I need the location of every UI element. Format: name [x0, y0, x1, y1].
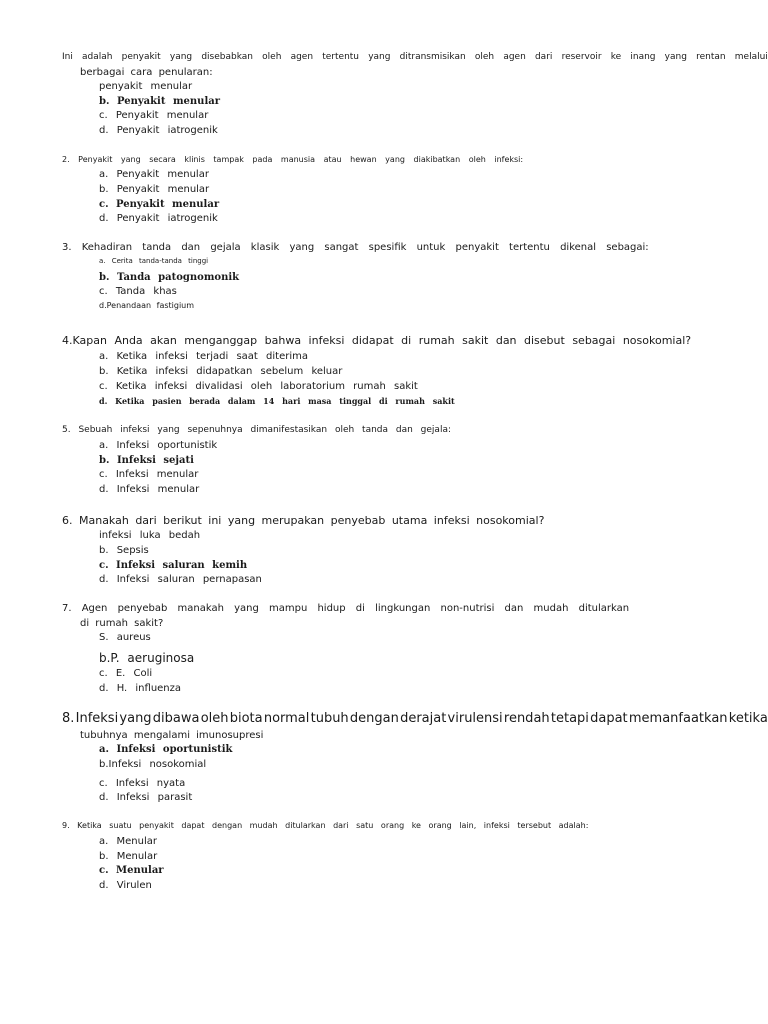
question-stem: 2. Penyakit yang secara klinis tampak pada manusia atau hewan yang diakibatkan oleh infeksi:: [62, 155, 524, 164]
option-a-answer: a. Infeksi oportunistik: [99, 744, 233, 755]
option-a: a. Penyakit menular: [99, 169, 209, 180]
option-b-answer: b. Tanda patognomonik: [99, 272, 240, 283]
stem-word: yang: [119, 711, 152, 726]
option-c: c. Infeksi menular: [99, 469, 199, 480]
stem-word: Ini: [62, 52, 73, 62]
option-a: S. aureus: [99, 632, 151, 643]
stem-word: dengan: [349, 711, 399, 726]
option-c-answer: c. Menular: [99, 865, 164, 876]
option-c: c. Tanda khas: [99, 286, 177, 297]
option-a: a. Ketika infeksi terjadi saat diterima: [99, 351, 308, 362]
option-a: a. Infeksi oportunistik: [99, 440, 218, 451]
option-c: c. Infeksi nyata: [99, 778, 186, 789]
stem-word: ditransmisikan: [399, 52, 466, 62]
stem-word: oleh: [474, 52, 495, 62]
option-c-answer: c. Penyakit menular: [99, 199, 220, 210]
option-d-answer: d. Ketika pasien berada dalam 14 hari masa tinggal di rumah sakit: [99, 396, 455, 406]
option-d: d. Infeksi menular: [99, 484, 200, 495]
stem-word: biota: [229, 711, 263, 726]
stem-word: yang: [169, 52, 193, 62]
stem-word: disebabkan: [201, 52, 253, 62]
stem-word: tertentu: [322, 52, 360, 62]
stem-word: agen: [290, 52, 314, 62]
stem-word: inang: [630, 52, 656, 62]
stem-word: yang: [664, 52, 687, 62]
stem-word: tetapi: [550, 711, 589, 726]
option-c-answer: c. Infeksi saluran kemih: [99, 560, 248, 571]
stem-word: penyakit: [121, 52, 161, 62]
stem-word: tubuh: [310, 711, 349, 726]
question-stem: 4.Kapan Anda akan menganggap bahwa infeksi didapat di rumah sakit dan disebut sebagai nosokomial?: [62, 334, 692, 347]
option-c: c. E. Coli: [99, 668, 153, 679]
stem-word: oleh: [262, 52, 282, 62]
option-a: a. Menular: [99, 836, 157, 847]
question-stem: 9. Ketika suatu penyakit dapat dengan mudah ditularkan dari satu orang ke orang lain, infeksi tersebut adalah:: [62, 821, 589, 830]
question-stem: [62, 711, 768, 726]
option-d: d. Infeksi saluran pernapasan: [99, 574, 262, 585]
question-stem: 5. Sebuah infeksi yang sepenuhnya dimanifestasikan oleh tanda dan gejala:: [62, 425, 451, 435]
stem-word: adalah: [82, 52, 113, 62]
option-a: infeksi luka bedah: [99, 530, 201, 541]
stem-word: yang: [368, 52, 391, 62]
stem-word: memanfaatkan: [628, 711, 728, 726]
option-b: b.Infeksi nosokomial: [99, 759, 207, 770]
question-stem-continued: di rumah sakit?: [80, 618, 164, 629]
option-d: d. Virulen: [99, 880, 152, 891]
option-d: d. Penyakit iatrogenik: [99, 213, 218, 224]
stem-word: dibawa: [152, 711, 200, 726]
stem-word: ke: [610, 52, 622, 62]
stem-word: virulensi: [447, 711, 503, 726]
option-b: b. Ketika infeksi didapatkan sebelum keluar: [99, 366, 343, 377]
option-d: d. Infeksi parasit: [99, 792, 193, 803]
question-stem-continued: berbagai cara penularan:: [80, 67, 213, 78]
option-d: d.Penandaan fastigium: [99, 301, 195, 310]
stem-word: derajat: [400, 711, 447, 726]
option-b: b. Menular: [99, 851, 158, 862]
option-c: c. Penyakit menular: [99, 110, 209, 121]
option-b-answer: b. Infeksi sejati: [99, 455, 194, 466]
option-a: a. Cerita tanda-tanda tinggi: [99, 257, 209, 265]
stem-word: dari: [534, 52, 553, 62]
option-c: c. Ketika infeksi divalidasi oleh laboratorium rumah sakit: [99, 381, 418, 392]
option-d: d. H. influenza: [99, 683, 182, 694]
stem-word: oleh: [200, 711, 229, 726]
option-a: penyakit menular: [99, 81, 193, 92]
stem-word: rentan: [696, 52, 726, 62]
stem-word: Infeksi: [75, 711, 119, 726]
stem-word: ketika: [728, 711, 768, 726]
option-b: b. Penyakit menular: [99, 184, 210, 195]
option-b-answer: b. Penyakit menular: [99, 96, 220, 107]
option-b: b. Sepsis: [99, 545, 149, 556]
stem-word: normal: [263, 711, 310, 726]
stem-word: agen: [503, 52, 526, 62]
stem-word: dapat: [590, 711, 628, 726]
stem-word: rendah: [503, 711, 550, 726]
stem-word: melalui: [734, 52, 768, 62]
stem-word: reservoir: [561, 52, 602, 62]
stem-word: 8.: [62, 711, 75, 726]
option-b: b.P. aeruginosa: [99, 651, 195, 665]
question-stem: 7. Agen penyebab manakah yang mampu hidup di lingkungan non-nutrisi dan mudah ditularkan: [62, 603, 630, 614]
question-stem: 6. Manakah dari berikut ini yang merupakan penyebab utama infeksi nosokomial?: [62, 514, 545, 527]
question-stem: [62, 52, 768, 62]
question-stem: 3. Kehadiran tanda dan gejala klasik yang sangat spesifik untuk penyakit tertentu dikenal sebagai:: [62, 242, 649, 253]
option-d: d. Penyakit iatrogenik: [99, 125, 218, 136]
question-stem-continued: tubuhnya mengalami imunosupresi: [80, 730, 264, 741]
